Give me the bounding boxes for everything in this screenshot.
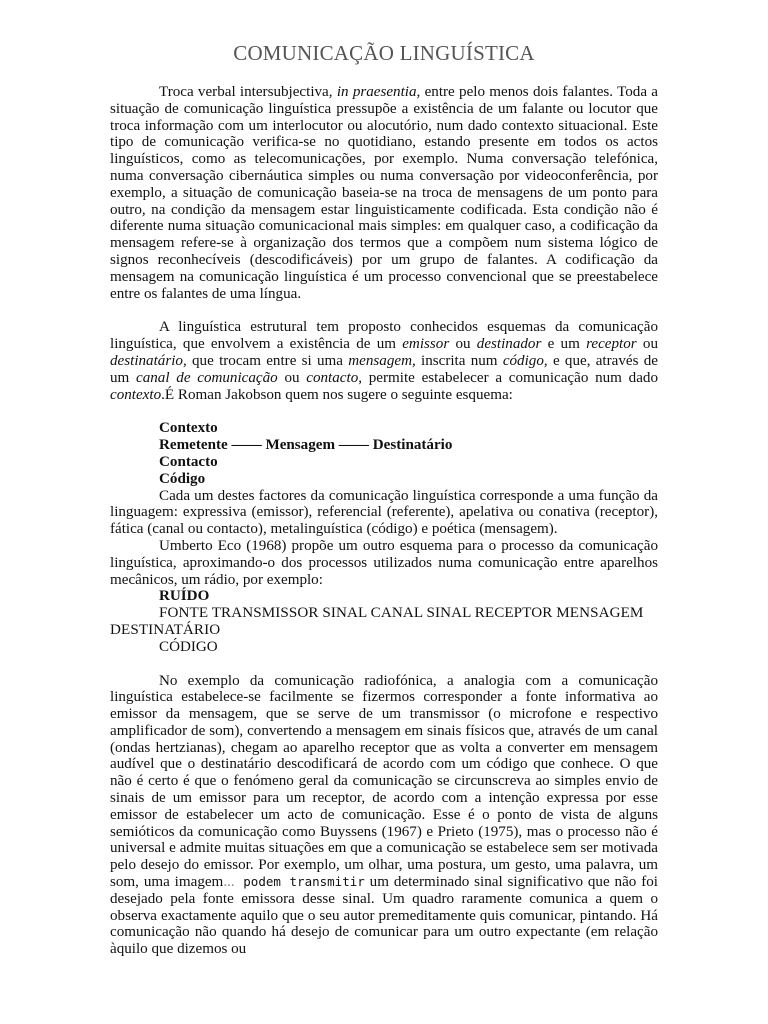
- paragraph-functions: Cada um destes factores da comunicação linguística corresponde a uma função da linguagem: expressiva (emissor), referencial (referente), apelativa ou conativa (receptor), fática (canal ou contacto), metalinguística (código) e poética (mensagem).: [110, 487, 658, 538]
- italic-term: contexto: [110, 386, 162, 403]
- scheme-line-code-2: CÓDIGO: [159, 638, 218, 655]
- italic-term: mensagem,: [348, 352, 416, 369]
- text-run: No exemplo da comunicação radiofónica, a analogia com a comunicação linguística estabelece-se facilmente se fizermos corresponder a fonte informativa ao emissor da mensagem, que se serve de um transmissor (o microfone e respectivo amplificador de som), convertendo a mensagem em sinais físicos que, através de um canal (ondas hertzianas), chegam ao aparelho receptor que as volta a converter em mensagem audível que o destinatário descodificará de acordo com um código que conhece. O que não é certo é que o fenómeno geral da comunicação se circunscreva ao simples envio de sinais de um emissor para um receptor, de acordo com a intenção expressa por esse emissor de estabelecer um acto de comunicação. Esse é o ponto de vista de alguns semióticos da comunicação como Buyssens (1967) e Prieto (1975), mas o processo não é universal e admite muitas situações em que a comunicação se estabelece sem ser motivada pelo desejo do emissor. Por exemplo, um olhar, uma postura, um gesto, uma palavra, um som, uma imagem: [110, 672, 658, 891]
- scheme-line-sender-message-receiver: Remetente —— Mensagem —— Destinatário: [159, 437, 453, 454]
- eco-scheme: [110, 588, 658, 605]
- italic-term: código: [502, 352, 544, 369]
- text-run: ou: [449, 336, 477, 353]
- paragraph-intro: [110, 84, 658, 302]
- ellipsis: ...: [223, 874, 235, 891]
- italic-term: canal de comunicação: [136, 369, 278, 386]
- text-run: um determinado sinal significativo que não foi desejado pela fonte emissora desse sinal. Um quadro raramente comunica a quem o observa exactamente aquilo que o seu autor premeditamente quis comunicar, pintando. Há comunicação não quando há desejo de comunicar para um outro expectante (em relação àquilo que dizemos ou: [110, 874, 658, 958]
- text-run: .É Roman Jakobson quem nos sugere o seguinte esquema:: [161, 386, 513, 403]
- italic-term: receptor: [586, 336, 637, 353]
- text-run: A linguística estrutural tem proposto conhecidos esquemas da comunicação linguística, que envolvem a existência de um: [110, 319, 658, 353]
- italic-term: destinador: [476, 336, 542, 353]
- text-run: , que trocam entre si uma: [182, 352, 349, 369]
- jakobson-scheme: [110, 420, 658, 487]
- text-run-mono: podem transmitir: [234, 874, 365, 890]
- scheme-line-contact: Contacto: [159, 453, 218, 470]
- scheme-line-context: Contexto: [159, 420, 218, 437]
- text-run: ou: [277, 369, 307, 386]
- paragraph-structural-linguistics: [110, 319, 658, 403]
- paragraph-radio-example: [110, 673, 658, 959]
- page-title: COMUNICAÇÃO LINGUÍSTICA: [233, 41, 535, 65]
- text-run: ou: [636, 336, 658, 353]
- scheme-line-noise: RUÍDO: [159, 588, 210, 605]
- paragraph-eco: Umberto Eco (1968) propõe um outro esquema para o processo da comunicação linguística, aproximando-o dos processos utilizados numa comunicação entre aparelhos mecânicos, um rádio, por exemplo:: [110, 537, 658, 588]
- text-run: , entre pelo menos dois falantes. Toda a situação de comunicação linguística pressupõe a existência de um falante ou locutor que troca informação com um interlocutor ou alocutório, num dado contexto situacional. Este tipo de comunicação verifica-se no quotidiano, estando presente em todos os actos linguísticos, como as telecomunicações, por exemplo. Numa conversação telefónica, numa conversação cibernáutica simples ou numa conversação por videoconferência, por exemplo, a situação de comunicação baseia-se na troca de mensagens de um ponto para outro, na condição da mensagem estar linguisticamente codificada. Esta condição não é diferente numa situação comunicacional mais simples: em qualquer caso, a codificação da mensagem refere-se à organização dos termos que a compõem num sistema lógico de signos reconhecíveis (descodificáveis) por um grupo de falantes. A codificação da mensagem na comunicação linguística é um processo convencional que se preestabelece entre os falantes de uma língua.: [110, 84, 658, 302]
- italic-term: in praesentia: [336, 84, 417, 100]
- text-run: e um: [541, 336, 587, 353]
- scheme-line-code: Código: [159, 470, 206, 487]
- text-run: inscrita num: [415, 352, 503, 369]
- italic-term: emissor: [402, 336, 450, 353]
- text-run: , e que, através de um: [110, 352, 658, 386]
- text-run: Troca verbal intersubjectiva,: [159, 84, 337, 100]
- italic-term: contacto: [306, 369, 359, 386]
- text-run: , permite estabelecer a comunicação num dado: [358, 369, 658, 386]
- italic-term: destinatário: [110, 352, 183, 369]
- scheme-line-chain: FONTE TRANSMISSOR SINAL CANAL SINAL RECEPTOR MENSAGEM DESTINATÁRIO: [110, 605, 644, 638]
